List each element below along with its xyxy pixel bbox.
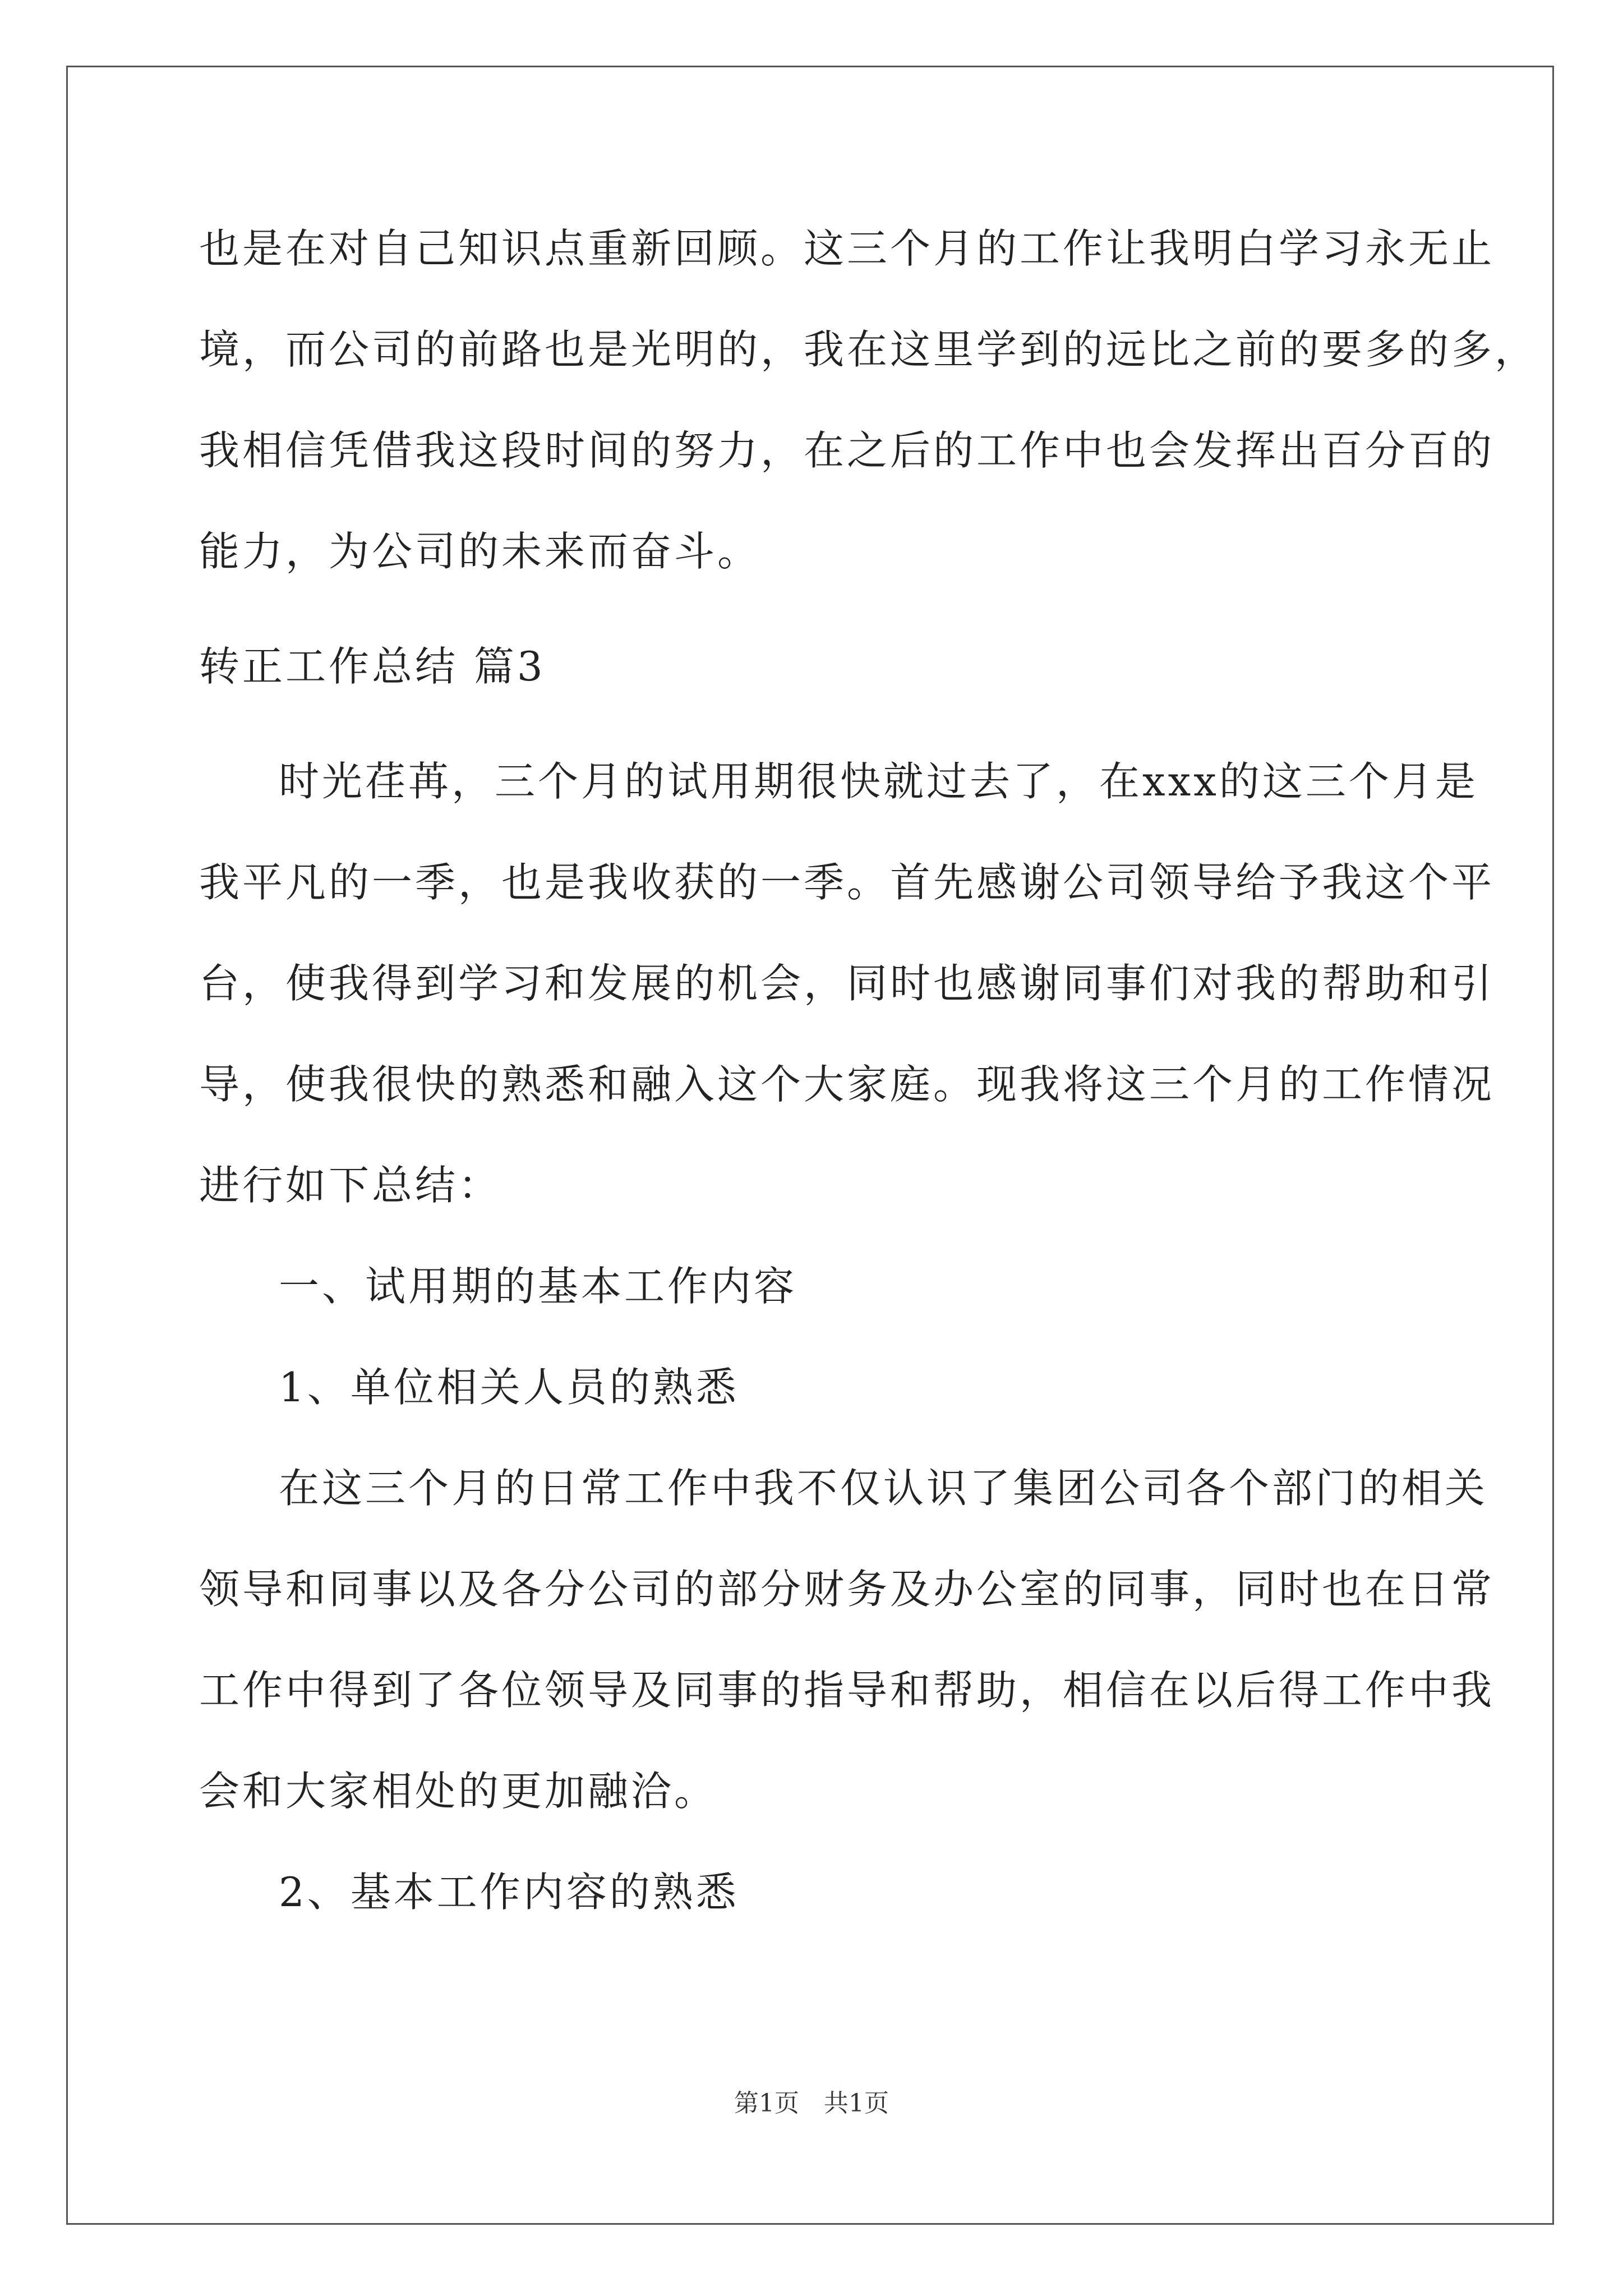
body-line: 在这三个月的日常工作中我不仅认识了集团公司各个部门的相关 xyxy=(279,1465,1488,1512)
body-line: 境，而公司的前路也是光明的，我在这里学到的远比之前的要多的多， xyxy=(199,326,1538,373)
body-line: 我相信凭借我这段时间的努力，在之后的工作中也会发挥出百分百的 xyxy=(199,427,1495,474)
body-line: 工作中得到了各位领导及同事的指导和帮助，相信在以后得工作中我 xyxy=(199,1667,1495,1714)
subheading: 一、试用期的基本工作内容 xyxy=(279,1263,797,1310)
body-line: 我平凡的一季，也是我收获的一季。首先感谢公司领导给予我这个平 xyxy=(199,859,1495,906)
body-line: 进行如下总结： xyxy=(199,1162,502,1209)
body-line: 能力，为公司的未来而奋斗。 xyxy=(199,528,761,575)
page-footer: 第1页 共1页 xyxy=(734,2089,889,2118)
body-line: 台，使我得到学习和发展的机会，同时也感谢同事们对我的帮助和引 xyxy=(199,960,1495,1007)
body-line: 领导和同事以及各分公司的部分财务及办公室的同事，同时也在日常 xyxy=(199,1566,1495,1613)
body-line: 也是在对自己知识点重新回顾。这三个月的工作让我明白学习永无止 xyxy=(199,225,1495,272)
body-line: 时光荏苒，三个月的试用期很快就过去了，在xxx的这三个月是 xyxy=(279,758,1478,805)
section-heading: 转正工作总结 篇3 xyxy=(199,643,546,690)
subheading: 2、基本工作内容的熟悉 xyxy=(279,1869,739,1916)
subheading: 1、单位相关人员的熟悉 xyxy=(279,1364,739,1411)
body-line: 会和大家相处的更加融洽。 xyxy=(199,1768,718,1815)
body-line: 导，使我很快的熟悉和融入这个大家庭。现我将这三个月的工作情况 xyxy=(199,1061,1495,1108)
